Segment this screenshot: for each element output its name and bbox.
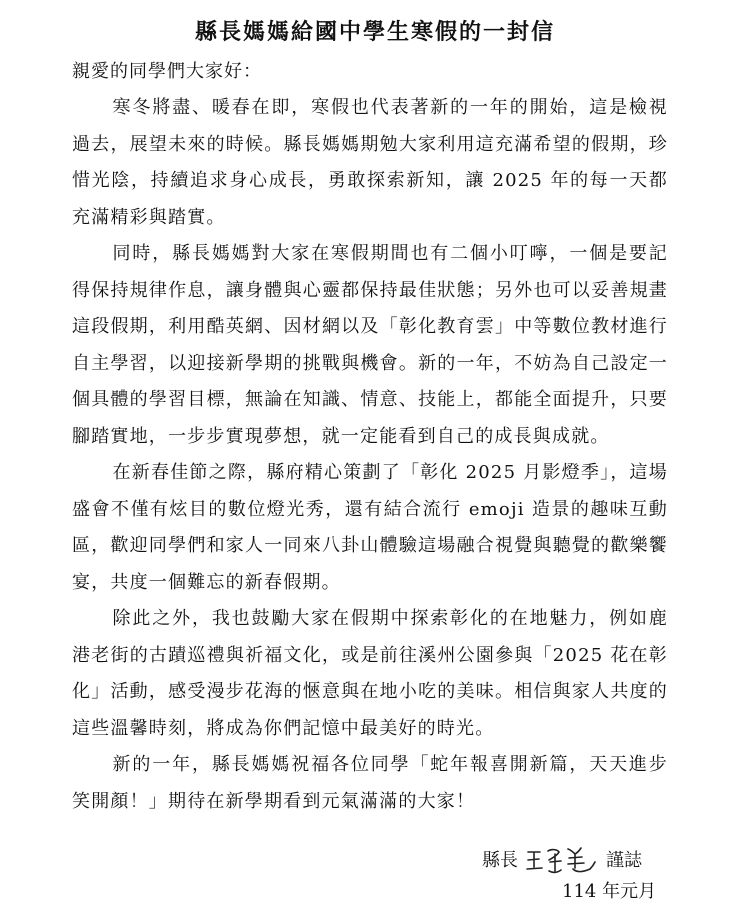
paragraph: 寒冬將盡、暖春在即，寒假也代表著新的一年的開始，這是檢視過去，展望未來的時候。縣長媽媽期勉大家利用這充滿希望的假期，珍惜光陰，持續追求身心成長，勇敢探索新知，讓 2025 年的每一天都充滿精彩與踏實。 [72, 97, 668, 228]
signature-closing: 謹誌 [606, 850, 642, 871]
greeting: 親愛的同學們大家好： [72, 61, 262, 82]
handwritten-signature [524, 842, 596, 876]
signature-block [482, 842, 642, 876]
signature-role: 縣長 [482, 850, 518, 871]
paragraph: 除此之外，我也鼓勵大家在假期中探索彰化的在地魅力，例如鹿港老街的古蹟巡禮與祈福文化，或是前往溪州公園參與「2025 花在彰化」活動，感受漫步花海的愜意與在地小吃的美味。相信與家人共度的這些溫馨時刻，將成為你們記憶中最美好的時光。 [72, 608, 668, 739]
letter-title: 縣長媽媽給國中學生寒假的一封信 [194, 19, 555, 45]
letter-date: 114 年元月 [562, 881, 657, 902]
paragraph: 在新春佳節之際，縣府精心策劃了「彰化 2025 月影燈季」，這場盛會不僅有炫目的數位燈光秀，還有結合流行 emoji 造景的趣味互動區，歡迎同學們和家人一同來八卦山體驗這場融合視覺與聽覺的歡樂饗宴，共度一個難忘的新春假期。 [72, 462, 668, 593]
letter-body [72, 90, 668, 820]
paragraph: 同時，縣長媽媽對大家在寒假期間也有二個小叮嚀，一個是要記得保持規律作息，讓身體與心靈都保持最佳狀態；另外也可以妥善規畫這段假期，利用酷英網、因材網以及「彰化教育雲」中等數位教材進行自主學習，以迎接新學期的挑戰與機會。新的一年，不妨為自己設定一個具體的學習目標，無論在知識、情意、技能上，都能全面提升，只要腳踏實地，一步步實現夢想，就一定能看到自己的成長與成就。 [72, 243, 668, 447]
paragraph: 新的一年，縣長媽媽祝福各位同學「蛇年報喜開新篇，天天進步笑開顏！」期待在新學期看到元氣滿滿的大家！ [72, 754, 668, 812]
